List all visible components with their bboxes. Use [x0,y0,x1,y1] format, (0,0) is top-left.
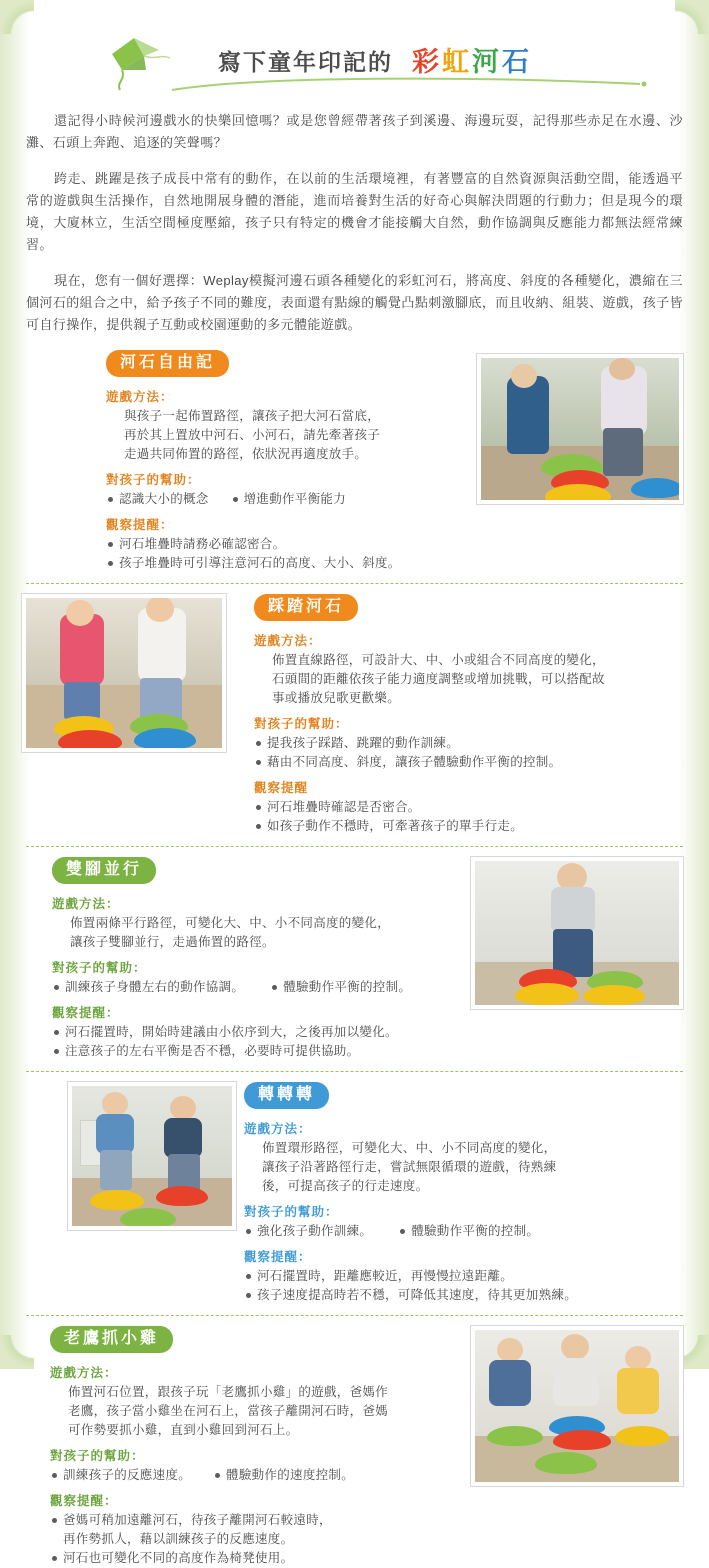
page-title-script: 寫下童年印記的 [218,49,393,76]
list-item: 提我孩子踩踏、跳躍的動作訓練。 [254,734,687,753]
section-free-play [0,350,709,573]
notice-list-5 [50,1511,471,1568]
title-char-2: 虹 [442,47,472,77]
swoosh-decoration [170,74,650,96]
method-line: 讓孩子沿著路徑行走，嘗試無限循環的遊戲，待熟練 [262,1160,557,1174]
method-line: 再於其上置放中河石、小河石，請先牽著孩子 [124,428,381,442]
intro-text-block [26,110,683,336]
label-notice-3: 觀察提醒： [52,1006,120,1020]
list-item: 孩子堆疊時可引導注意河石的高度、大小、斜度。 [106,554,477,573]
help-list-1 [106,490,477,509]
list-item: 體驗動作平衡的控制。 [270,978,411,997]
label-help-1: 對孩子的幫助： [106,473,201,487]
method-line: 後，可提高孩子的行走速度。 [262,1179,429,1193]
section-step-on-stones [0,594,709,836]
title-char-4: 石 [502,47,532,77]
method-line: 佈置環形路徑，可變化大、中、小不同高度的變化， [262,1141,557,1155]
list-item: 孩子速度提高時若不穩，可降低其速度，待其更加熟練。 [244,1286,687,1305]
notice-list-1 [106,535,477,573]
label-help-3: 對孩子的幫助： [52,961,147,975]
method-line: 可作勢要抓小雞，直到小雞回到河石上。 [68,1423,299,1437]
list-item: 訓練孩子身體左右的動作協調。 [52,978,244,997]
section-title-1: 河石自由記 [106,350,229,377]
method-line: 老鷹，孩子當小雞坐在河石上，當孩子離開河石時，爸媽 [68,1404,389,1418]
method-line: 讓孩子雙腳並行，走過佈置的路徑。 [70,935,275,949]
list-item: 河石堆疊時請務必確認密合。 [106,535,477,554]
divider-4 [26,1315,683,1316]
kite-icon [104,36,174,92]
method-line: 佈置直線路徑，可設計大、中、小或組合不同高度的變化， [272,653,605,667]
method-line: 走過共同佈置的路徑，依狀況再適度放手。 [124,447,368,461]
method-line: 佈置河石位置，跟孩子玩「老鷹抓小雞」的遊戲，爸媽作 [68,1385,389,1399]
method-line: 與孩子一起佈置路徑，讓孩子把大河石當底， [124,409,381,423]
list-item: 體驗動作的速度控制。 [213,1466,354,1485]
method-text-2 [254,651,687,708]
section-two-feet-parallel [0,857,709,1061]
photo-girl-standing-on-two-stones [471,857,683,1009]
method-line: 事或播放兒歌更歡樂。 [272,691,401,705]
section-turn-turn-turn [0,1082,709,1305]
divider-1 [26,583,683,584]
section-eagle-catch-chicks [0,1326,709,1568]
list-item: 河石堆疊時確認是否密合。 [254,798,687,817]
list-item: 河石擺置時，距離應較近，再慢慢拉遠距離。 [244,1267,687,1286]
help-list-4 [244,1222,687,1241]
label-method-5: 遊戲方法： [50,1366,118,1380]
method-text-1 [106,407,477,464]
divider-2 [26,846,683,847]
photo-two-girls-on-stones [22,594,226,752]
method-text-3 [52,914,471,952]
list-item [50,1511,471,1549]
page-title-rainbow [412,40,532,79]
notice-list-2 [254,798,687,836]
photo-three-children-sitting-on-stones [471,1326,683,1486]
list-item: 訓練孩子的反應速度。 [50,1466,191,1485]
notice-list-4 [244,1267,687,1305]
intro-paragraph-3: 現在，您有一個好選擇：Weplay模擬河邊石頭各種變化的彩虹河石，將高度、斜度的各種變化，濃縮在三個河石的組合之中，給予孩子不同的難度，表面還有點線的觸覺凸點刺激腳底，而且收納、組裝、遊戲，孩子皆可自行操作，提供親子互動或校園運動的多元體能遊戲。 [26,273,683,332]
method-text-5 [50,1383,471,1440]
section-title-3: 雙腳並行 [52,857,156,884]
label-method-3: 遊戲方法： [52,897,120,911]
section-title-2: 踩踏河石 [254,594,358,621]
label-method-4: 遊戲方法： [244,1122,312,1136]
list-item: 體驗動作平衡的控制。 [398,1222,539,1241]
intro-paragraph-2: 跨走、跳躍是孩子成長中常有的動作，在以前的生活環境裡，有著豐富的自然資源與活動空間，能透過平常的遊戲與生活操作，自然地開展身體的潛能，進而培養對生活的好奇心與解決問題的行動力；但是現今的環境，大廈林立，生活空間極度壓縮，孩子只有特定的機會才能接觸大自然，動作協調與反應能力都無法經常練習。 [26,171,683,252]
title-char-3: 河 [472,47,502,77]
intro-paragraph-1: 還記得小時候河邊戲水的快樂回憶嗎？或是您曾經帶著孩子到溪邊、海邊玩耍，記得那些赤足在水邊、沙灘、石頭上奔跑、追逐的笑聲嗎？ [26,113,683,150]
notice-line: 爸媽可稍加遠離河石，待孩子離開河石較遠時， [63,1513,332,1527]
list-item: 河石也可變化不同的高度作為椅凳使用。 [50,1549,471,1568]
list-item: 注意孩子的左右平衡是否不穩，必要時可提供協助。 [52,1042,471,1061]
label-notice-4: 觀察提醒： [244,1250,312,1264]
label-help-2: 對孩子的幫助： [254,717,349,731]
help-list-5 [50,1466,471,1485]
photo-two-boys-circle-path [68,1082,236,1230]
label-help-4: 對孩子的幫助： [244,1205,339,1219]
help-list-3 [52,978,471,997]
label-notice-1: 觀察提醒： [106,518,174,532]
label-method-2: 遊戲方法： [254,634,322,648]
list-item: 藉由不同高度、斜度，讓孩子體驗動作平衡的控制。 [254,753,687,772]
list-item: 認識大小的概念 [106,490,209,509]
list-item: 河石擺置時，開始時建議由小依序到大，之後再加以變化。 [52,1023,471,1042]
page-header [0,0,709,106]
list-item: 強化孩子動作訓練。 [244,1222,372,1241]
label-notice-5: 觀察提醒： [50,1494,118,1508]
photo-two-children-stacking-stones [477,354,683,504]
section-title-5: 老鷹抓小雞 [50,1326,173,1353]
divider-3 [26,1071,683,1072]
method-text-4 [244,1139,687,1196]
label-help-5: 對孩子的幫助： [50,1449,145,1463]
title-char-1: 彩 [412,47,442,77]
list-item: 如孩子動作不穩時，可牽著孩子的單手行走。 [254,817,687,836]
method-line: 石頭間的距離依孩子能力適度調整或增加挑戰，可以搭配故 [272,672,605,686]
section-title-4: 轉轉轉 [244,1082,329,1109]
label-notice-2: 觀察提醒 [254,781,309,795]
notice-list-3 [52,1023,471,1061]
label-method-1: 遊戲方法： [106,390,174,404]
help-list-2 [254,734,687,772]
list-item: 增進動作平衡能力 [231,490,346,509]
notice-line: 再作勢抓人，藉以訓練孩子的反應速度。 [63,1532,294,1546]
method-line: 佈置兩條平行路徑，可變化大、中、小不同高度的變化， [70,916,391,930]
